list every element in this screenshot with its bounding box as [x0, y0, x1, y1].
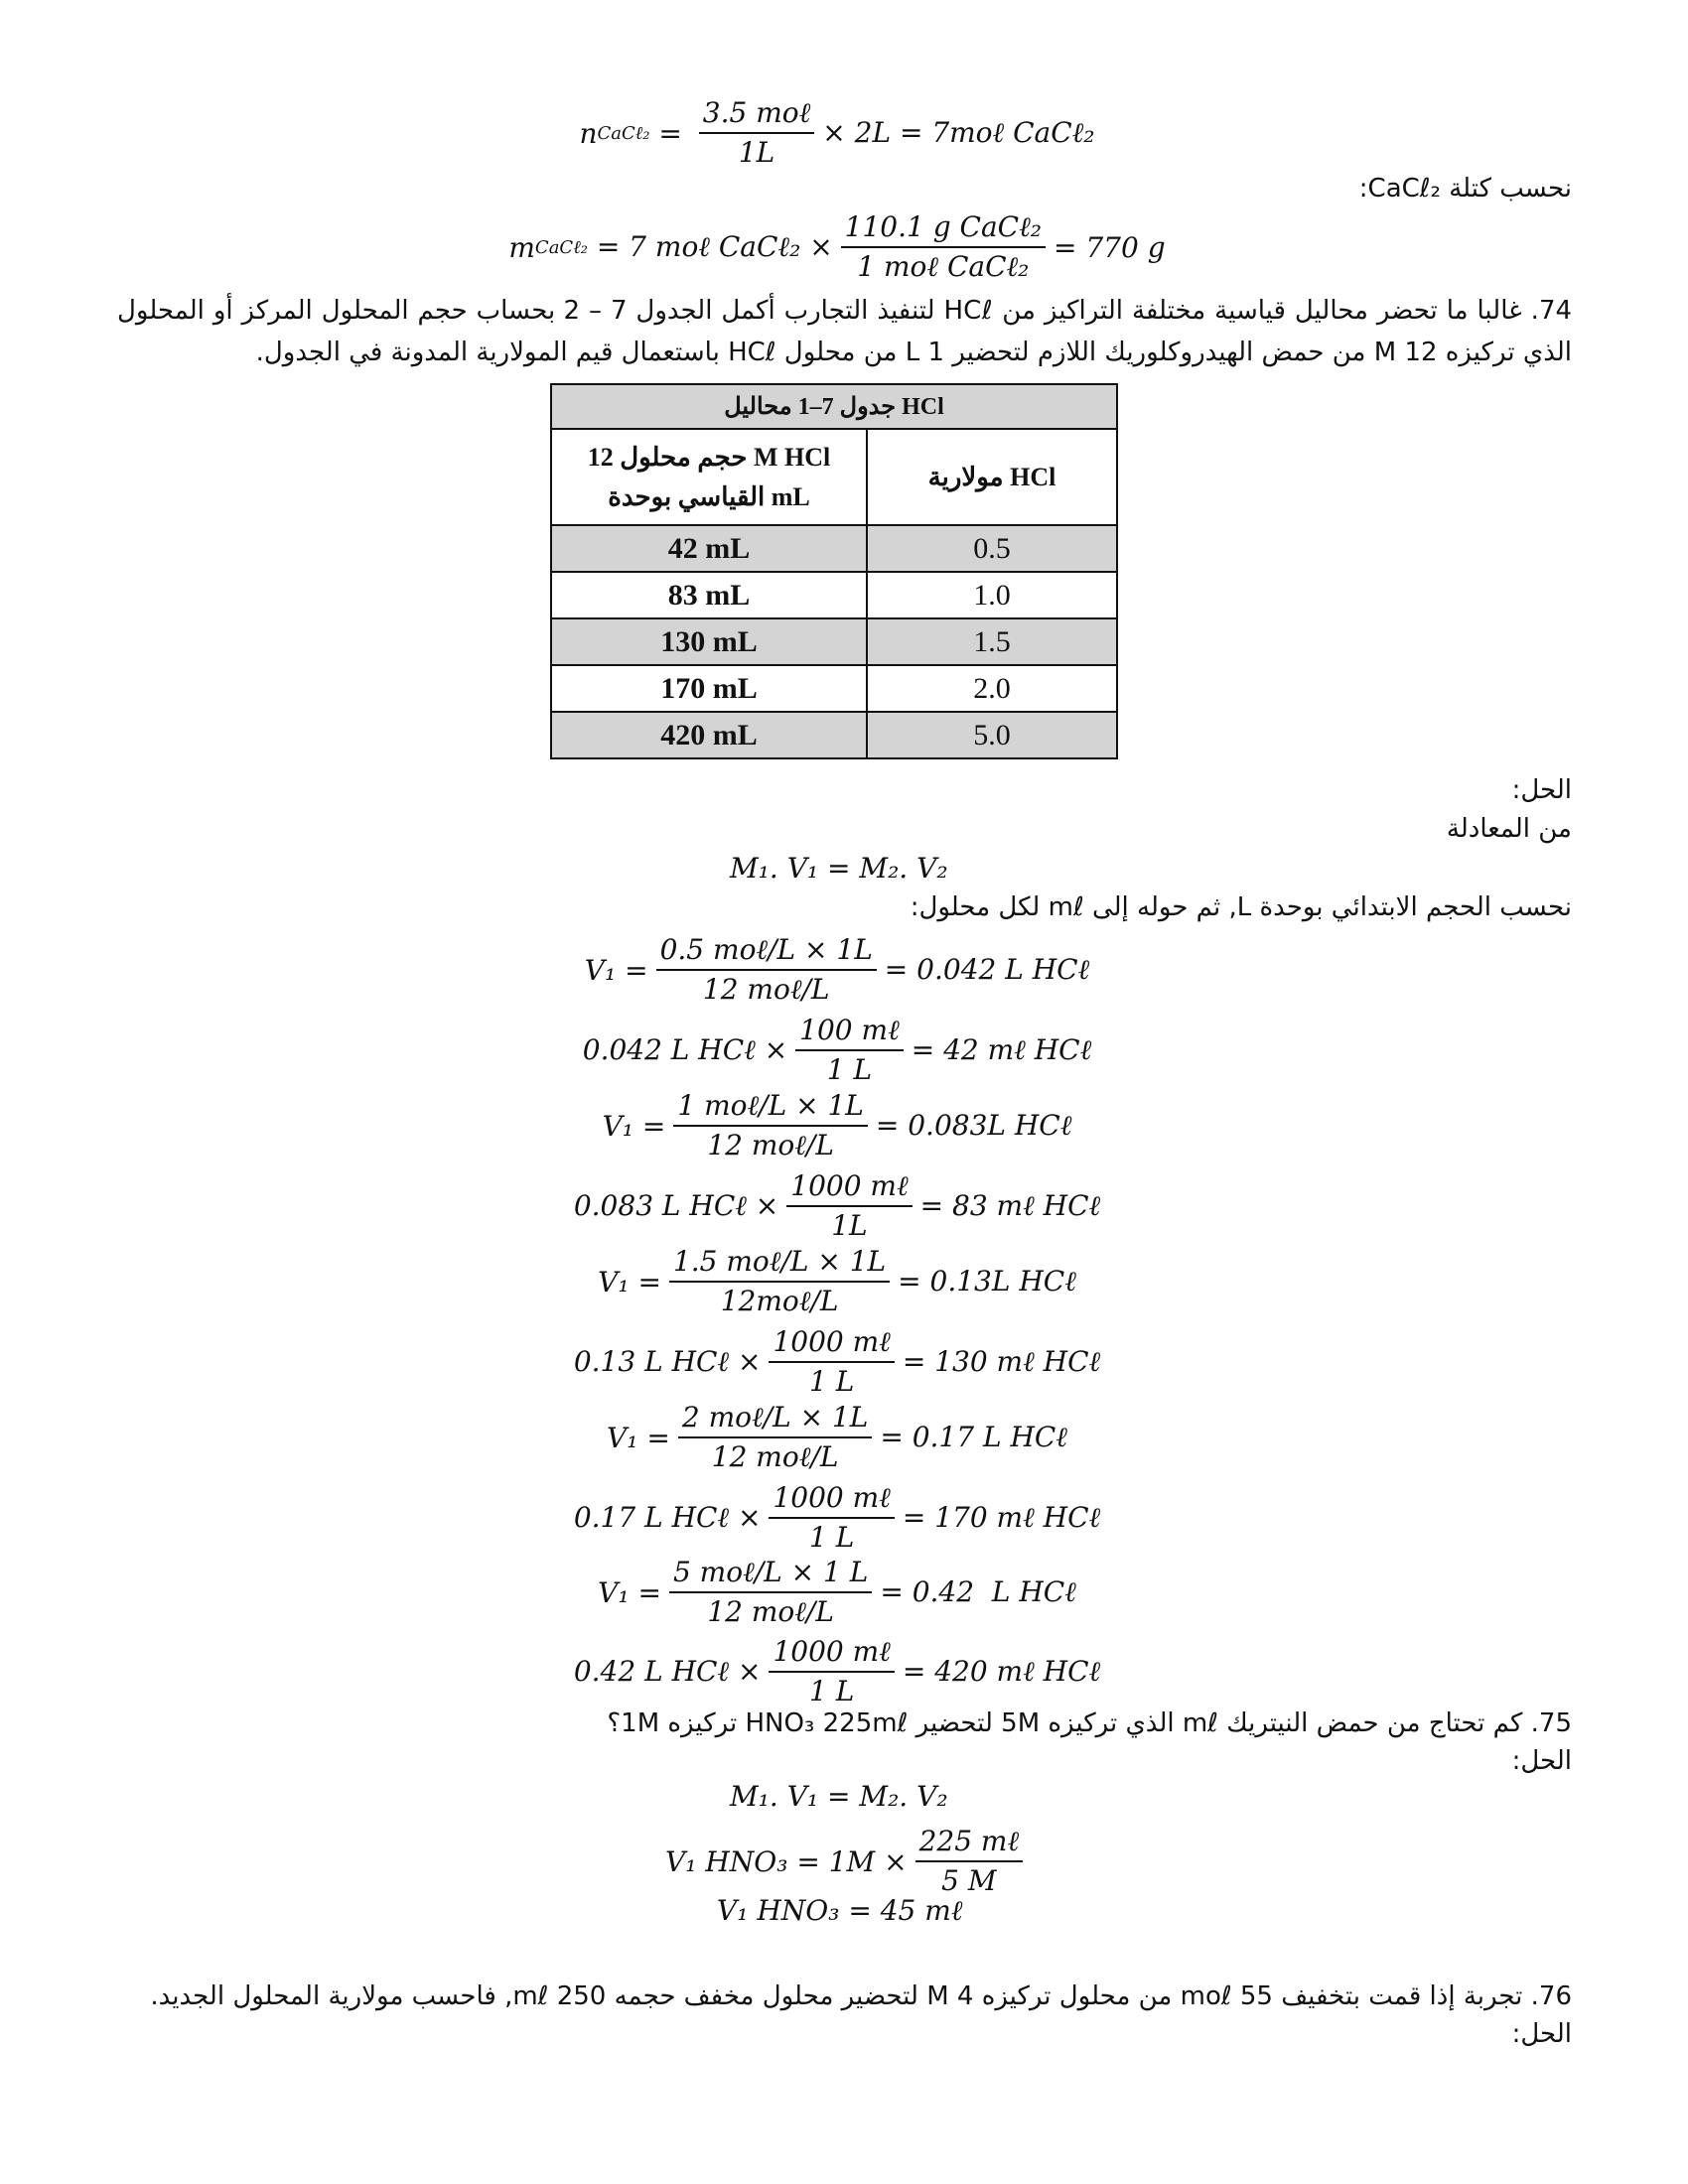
q75-volume-equation	[0, 1825, 1688, 1898]
eq-lhs: 0.083 L HCℓ ×	[573, 1189, 779, 1222]
eq-rhs: = 0.083L HCℓ	[875, 1109, 1072, 1142]
cell-volume: 130 mL	[551, 618, 867, 665]
calculation-row	[0, 1401, 1674, 1474]
eq-rhs: = 0.042 L HCℓ	[884, 953, 1090, 986]
fraction	[769, 1325, 894, 1399]
eq-lhs: V₁ =	[584, 953, 648, 987]
fraction	[656, 933, 877, 1007]
header-volume-line1: حجم محلول 12 M HCl	[587, 442, 831, 472]
fraction	[915, 1825, 1024, 1898]
fraction	[786, 1169, 912, 1243]
denominator: 5 M	[941, 1864, 997, 1897]
numerator: 1.5 moℓ/L × 1L	[669, 1245, 890, 1283]
table-title: جدول 7–1 محاليل HCl	[551, 384, 1117, 429]
eq-lhs: V₁ =	[598, 1575, 661, 1609]
numerator: 110.1 g CaCℓ₂	[841, 210, 1046, 248]
fraction	[769, 1481, 894, 1555]
question-74: 74. غالبا ما تحضر محاليل قياسية مختلفة التراكيز من HCℓ لتنفيذ التجارب أكمل الجدول 7 – 2 بحساب حجم المحلول المركز أو المحلول الذي تركيزه 12 M من حمض الهيدروكلوريك اللازم لتحضير 1 L من محلول HCℓ باستعمال قيم المولارية المدونة في الجدول.	[117, 296, 1573, 367]
calculation-row	[0, 1556, 1674, 1629]
denominator: 1 L	[808, 1365, 855, 1398]
table-row	[551, 618, 1117, 665]
denominator: 1 L	[826, 1053, 873, 1086]
table-row	[551, 525, 1117, 572]
q75-result: V₁ HNO₃ = 45 mℓ	[717, 1894, 963, 1927]
eq-rhs: = 770 g	[1053, 230, 1166, 264]
eq-lhs: m	[508, 230, 535, 264]
eq-pre: =	[649, 116, 691, 150]
q76-solution-label: الحل:	[1511, 2019, 1572, 2049]
mass-equation	[0, 210, 1674, 284]
cell-molarity: 2.0	[867, 665, 1117, 712]
q75-dilution-equation: M₁. V₁ = M₂. V₂	[730, 1780, 948, 1813]
numerator: 0.5 moℓ/L × 1L	[656, 933, 877, 971]
dilution-equation: M₁. V₁ = M₂. V₂	[730, 852, 948, 885]
denominator: 12 moℓ/L	[707, 1129, 834, 1161]
q75-solution-label: الحل:	[1511, 1746, 1572, 1776]
cell-volume: 42 mL	[551, 525, 867, 572]
calc-note: نحسب الحجم الابتدائي بوحدة L, ثم حوله إلى mℓ لكل محلول:	[910, 892, 1572, 922]
eq-pre: = 7 moℓ CaCℓ₂ ×	[587, 230, 833, 263]
eq-lhs: 0.17 L HCℓ ×	[573, 1501, 762, 1534]
denominator: 1 moℓ CaCℓ₂	[857, 250, 1030, 283]
table-row	[551, 712, 1117, 758]
numerator: 5 moℓ/L × 1 L	[669, 1556, 872, 1593]
fraction	[795, 1014, 904, 1087]
eq-subscript: CaCℓ₂	[597, 122, 650, 144]
eq-lhs: n	[579, 116, 598, 150]
cell-molarity: 1.5	[867, 618, 1117, 665]
eq-rhs: = 42 mℓ HCℓ	[911, 1033, 1092, 1066]
denominator: 12 moℓ/L	[711, 1440, 839, 1473]
calculation-row	[0, 1014, 1674, 1087]
eq-lhs: V₁ =	[602, 1109, 666, 1143]
numerator: 1000 mℓ	[786, 1169, 912, 1207]
numerator: 225 mℓ	[915, 1825, 1024, 1862]
cell-molarity: 1.0	[867, 572, 1117, 618]
question-75: 75. كم تحتاج من حمض النيتريك mℓ الذي تركيزه 5M لتحضير HNO₃ 225mℓ تركيزه 1M؟	[607, 1708, 1572, 1738]
calculation-row	[0, 1169, 1674, 1243]
calculation-row	[0, 1089, 1674, 1162]
calculation-row	[0, 1635, 1674, 1708]
numerator: 1 moℓ/L × 1L	[673, 1089, 867, 1127]
fraction	[669, 1245, 890, 1318]
numerator: 1000 mℓ	[769, 1325, 894, 1363]
eq-rhs: = 130 mℓ HCℓ	[902, 1345, 1101, 1378]
eq-rhs: = 0.17 L HCℓ	[880, 1421, 1067, 1453]
header-volume-line2: القياسي بوحدة mL	[608, 481, 810, 511]
cell-volume: 420 mL	[551, 712, 867, 758]
cell-volume: 83 mL	[551, 572, 867, 618]
cell-volume: 170 mL	[551, 665, 867, 712]
mass-label: نحسب كتلة CaCℓ₂:	[1358, 174, 1572, 204]
eq-lhs: V₁ =	[607, 1421, 670, 1454]
eq-rhs: = 170 mℓ HCℓ	[902, 1501, 1101, 1534]
cell-molarity: 5.0	[867, 712, 1117, 758]
denominator: 12 moℓ/L	[702, 973, 830, 1006]
fraction	[678, 1401, 872, 1474]
calculation-row	[0, 1481, 1674, 1555]
denominator: 12moℓ/L	[720, 1285, 839, 1317]
table-row	[551, 572, 1117, 618]
numerator: 1000 mℓ	[769, 1481, 894, 1519]
eq-lhs: 0.13 L HCℓ ×	[573, 1345, 762, 1378]
numerator: 1000 mℓ	[769, 1635, 894, 1673]
calculation-row	[0, 933, 1674, 1007]
moles-equation	[0, 96, 1674, 170]
cell-molarity: 0.5	[867, 525, 1117, 572]
eq-subscript: CaCℓ₂	[534, 236, 588, 258]
solution-label: الحل:	[1511, 775, 1572, 805]
column-header-volume	[551, 429, 867, 525]
question-76: 76. تجربة إذا قمت بتخفيف 55 moℓ من محلول تركيزه 4 M لتحضير محلول مخفف حجمه 250 mℓ, فاحسب مولارية المحلول الجديد.	[150, 1981, 1572, 2011]
eq-rhs: = 0.13L HCℓ	[898, 1265, 1076, 1297]
fraction	[841, 210, 1046, 284]
eq-lhs: 0.42 L HCℓ ×	[573, 1655, 762, 1688]
eq-lhs: 0.042 L HCℓ ×	[582, 1033, 788, 1066]
numerator: 3.5 moℓ	[699, 96, 815, 134]
fraction	[699, 96, 815, 170]
fraction	[769, 1635, 894, 1708]
numerator: 100 mℓ	[795, 1014, 904, 1051]
eq-lhs: V₁ =	[598, 1265, 661, 1298]
denominator: 1L	[738, 136, 775, 169]
hcl-solutions-table	[550, 383, 1118, 759]
denominator: 1 L	[808, 1521, 855, 1554]
from-equation-label: من المعادلة	[1446, 814, 1572, 844]
calculation-row	[0, 1245, 1674, 1318]
eq-rhs: × 2L = 7moℓ CaCℓ₂	[822, 116, 1095, 149]
numerator: 2 moℓ/L × 1L	[678, 1401, 872, 1438]
eq-rhs: = 420 mℓ HCℓ	[902, 1655, 1101, 1688]
fraction	[669, 1556, 872, 1629]
eq-lhs: V₁ HNO₃ = 1M ×	[665, 1844, 908, 1878]
calculation-row	[0, 1325, 1674, 1399]
column-header-molarity: مولارية HCl	[867, 429, 1117, 525]
eq-rhs: = 83 mℓ HCℓ	[919, 1189, 1101, 1222]
eq-rhs: = 0.42 L HCℓ	[880, 1575, 1076, 1608]
denominator: 1 L	[808, 1675, 855, 1707]
table-row	[551, 665, 1117, 712]
denominator: 12 moℓ/L	[707, 1595, 834, 1628]
denominator: 1L	[831, 1209, 868, 1242]
fraction	[673, 1089, 867, 1162]
